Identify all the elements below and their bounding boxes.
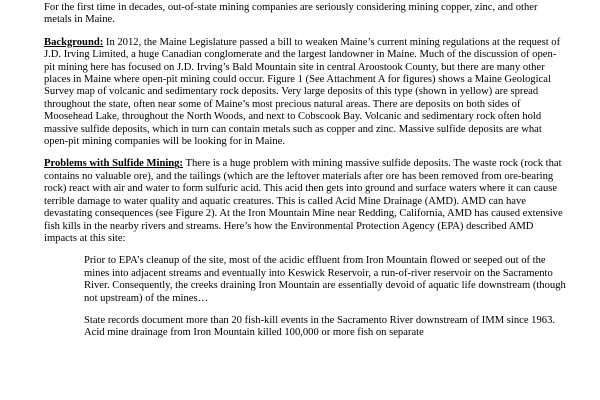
background-text: In 2012, the Maine Legislature passed a bill to weaken Maine’s current mining regulations at the request of J.D. Irving Limited, a huge Canadian conglomerate and the largest landowner in Maine. Much of the discussion of open-pit mining here has focused on J.D. Irving’s Bald Mountain site in central Aroostook County, but there are many other places in Maine where open-pit mining could occur. Figure 1 (See Attachment A for figures) shows a Maine Geological Survey map of volcanic and sedimentary rock deposits. Very large deposits of this type (shown in yellow) are spread throughout the state, often near some of Maine’s most precious natural areas. There are deposits on both sides of Moosehead Lake, throughout the North Woods, and next to Cobscook Bay. Volcanic and sedimentary rock often hold massive sulfide deposits, which in turn can contain metals such as copper and zinc. Massive sulfide deposits are what open-pit mining companies will be looking for in Maine. — [44, 36, 561, 148]
intro-paragraph: For the first time in decades, out-of-state mining companies are seriously considering mining copper, zinc, and other metals in Maine. — [44, 2, 538, 26]
problems-paragraph — [44, 158, 566, 245]
problems-text: There is a huge problem with mining massive sulfide deposits. The waste rock (rock that contains no valuable ore), and the tailings (which are the leftover materials after ore has been removed from ore-bearing rock) react with air and water to form sulfuric acid. This acid then gets into ground and surface waters where it can cause terrible damage to water quality and aquatic creatures. This is called Acid Mine Drainage (AMD). AMD can have devastating consequences (see Figure 2). At the Iron Mountain Mine near Redding, California, AMD has caused extensive fish kills in the nearby rivers and streams. Here’s how the Environmental Protection Agency (EPA) described AMD impacts at this site: — [44, 158, 563, 244]
background-paragraph — [44, 37, 566, 149]
epa-quote-paragraph: Prior to EPA’s cleanup of the site, most of the acidic effluent from Iron Mountain flowed or seeped out of the mines into adjacent streams and eventually into Keswick Reservoir, a run-of-river reservoir on the Sacramento River. Consequently, the creeks draining Iron Mountain are essentially devoid of aquatic life downstream (though not upstream) of the mines… — [84, 255, 566, 304]
state-records-paragraph: State records document more than 20 fish-kill events in the Sacramento River downstream of IMM since 1963. Acid mine drainage from Iron Mountain killed 100,000 or more fish on separate — [84, 314, 556, 339]
background-heading: Background: — [44, 36, 104, 48]
problems-heading: Problems with Sulfide Mining: — [44, 158, 184, 170]
